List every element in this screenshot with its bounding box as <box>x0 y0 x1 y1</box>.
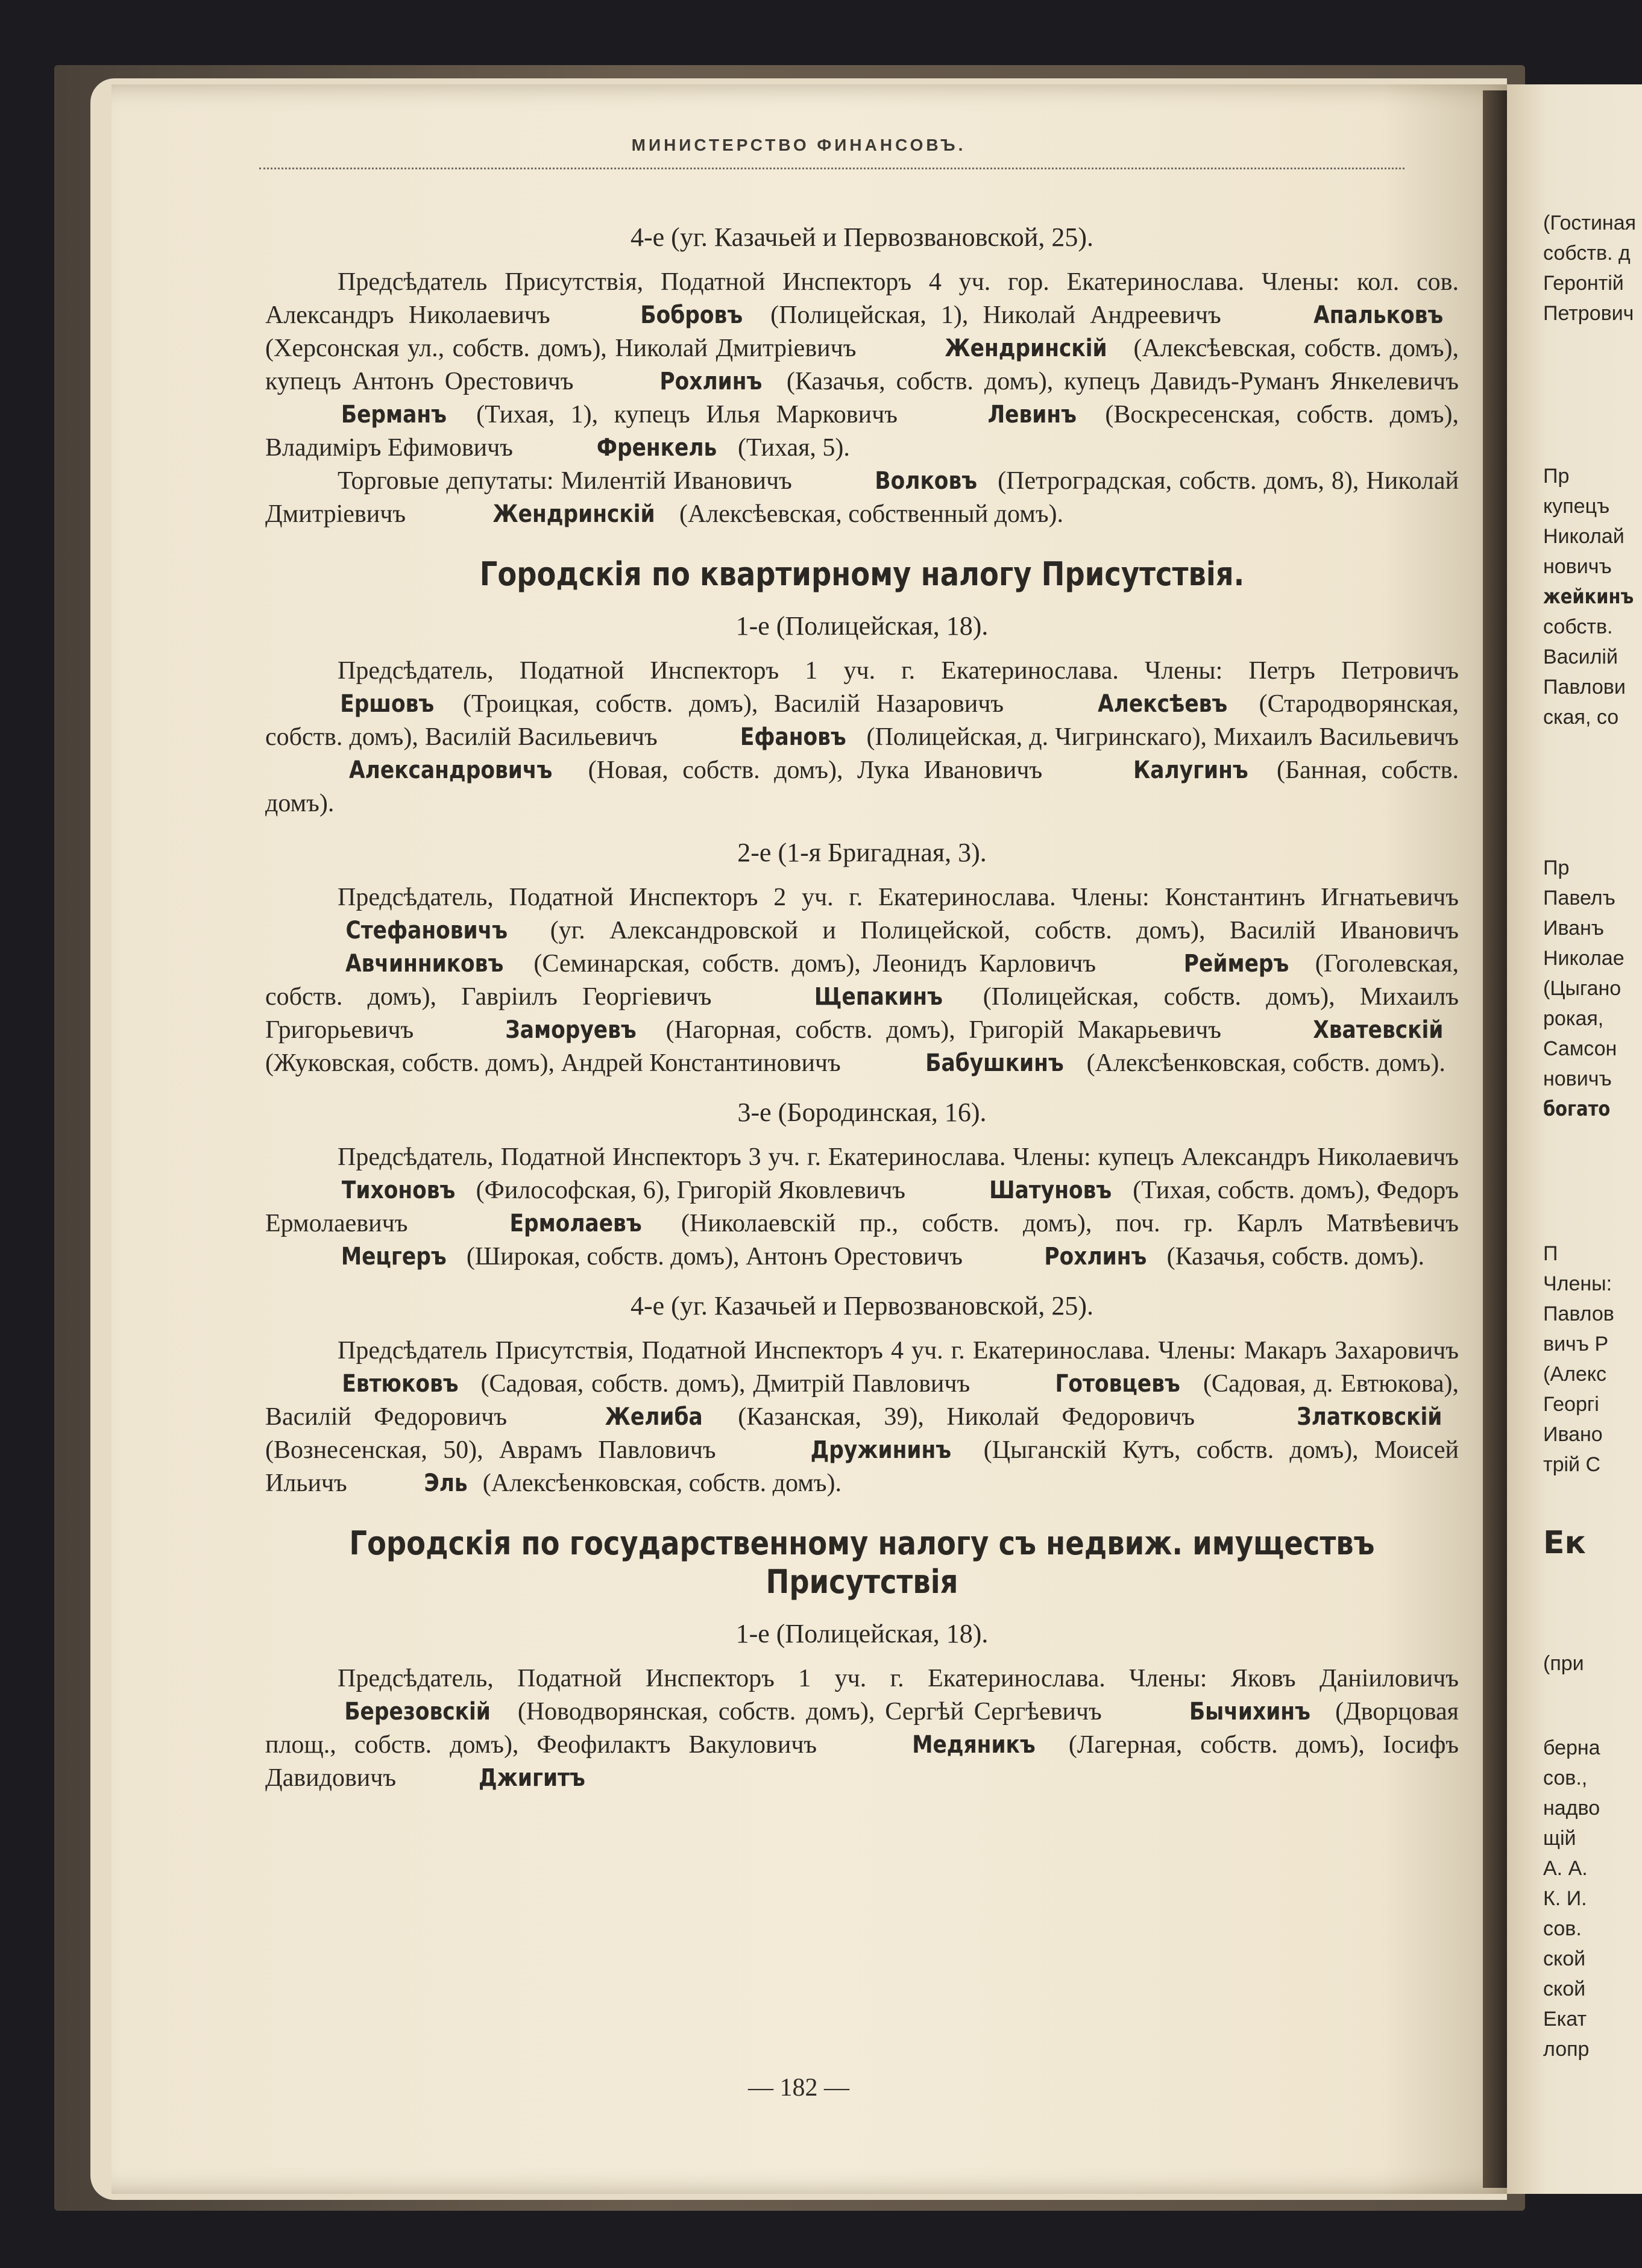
surname: Рохлинъ <box>1044 1243 1147 1271</box>
facing-page-line: Павлов <box>1543 1302 1614 1325</box>
facing-page-line: Самсон <box>1543 1037 1617 1060</box>
facing-page-line: А. А. <box>1543 1857 1588 1880</box>
subsection-heading: 4-е (уг. Казачьей и Первозвановской, 25). <box>630 222 1093 252</box>
facing-page-line: Павлови <box>1543 676 1626 699</box>
facing-page-line: лопр <box>1543 2038 1590 2061</box>
facing-page-line: Петрович <box>1543 302 1634 325</box>
facing-page-line: П <box>1543 1242 1558 1265</box>
surname: Ершовъ <box>340 690 435 718</box>
surname: Реймеръ <box>1184 950 1289 978</box>
surname: Бычихинъ <box>1189 1698 1310 1726</box>
facing-page-line: ской <box>1543 1977 1586 2000</box>
page-number: — 182 — <box>748 2074 849 2102</box>
surname: Апальковъ <box>1313 301 1444 329</box>
surname: Златковскій <box>1296 1403 1442 1431</box>
facing-page-line: трій С <box>1543 1453 1601 1476</box>
facing-page-line: ская, со <box>1543 706 1619 729</box>
paragraph: Предсѣдатель, Податной Инспекторъ 1 уч. г. Екатеринослава. Члены: Яковъ Даніиловичъ Березовскій (Новодворянская, собств. домъ), Сергѣй Сергѣевичъ Бычихинъ (Дворцовая площ., собств. домъ), Феофилактъ Вакуловичъ Медяникъ (Лагерная, собств. домъ), Іосифъ Давидовичъ Джигитъ <box>265 1662 1459 1795</box>
surname: Алексѣевъ <box>1097 690 1228 718</box>
surname: Шатуновъ <box>989 1176 1112 1204</box>
surname: Ермолаевъ <box>509 1210 642 1237</box>
subsection-heading: 2-е (1-я Бригадная, 3). <box>737 838 987 867</box>
header-rule <box>259 168 1405 169</box>
surname: Дружининъ <box>810 1436 952 1464</box>
facing-page-line: надво <box>1543 1797 1600 1820</box>
facing-page-line: берна <box>1543 1736 1600 1759</box>
facing-page-line: новичъ <box>1543 555 1612 578</box>
facing-page-line: собств. д <box>1543 242 1631 265</box>
facing-page-line: Члены: <box>1543 1272 1612 1295</box>
surname: Ефановъ <box>740 723 846 751</box>
facing-page-line: К. И. <box>1543 1887 1587 1910</box>
facing-page-line: собств. <box>1543 615 1613 638</box>
surname: Тихоновъ <box>341 1176 456 1204</box>
facing-page-line: купецъ <box>1543 495 1610 518</box>
facing-page-line: Василій <box>1543 646 1618 668</box>
facing-page-line: новичъ <box>1543 1067 1612 1090</box>
facing-page-line: Геронтій <box>1543 272 1624 295</box>
facing-page-line: сов., <box>1543 1767 1588 1789</box>
paragraph: Торговые депутаты: Милентій Ивановичъ Волковъ (Петроградская, собств. домъ, 8), Николай Дмитріевичъ Жендринскій (Алексѣевская, собственный домъ). <box>265 465 1459 531</box>
page-body <box>265 205 1459 1795</box>
surname: Жендринскій <box>492 500 655 528</box>
surname: Френкель <box>596 434 717 462</box>
facing-page-line: (Алекс <box>1543 1363 1607 1386</box>
facing-page-line: (при <box>1543 1652 1584 1675</box>
running-head: МИНИСТЕРСТВО ФИНАНСОВЪ. <box>631 136 966 154</box>
surname: Бабушкинъ <box>925 1049 1065 1077</box>
surname: Эль <box>424 1469 468 1497</box>
surname: Волковъ <box>875 467 977 495</box>
surname: Бобровъ <box>640 301 743 329</box>
surname: Щепакинъ <box>814 983 943 1011</box>
paragraph: Предсѣдатель, Податной Инспекторъ 1 уч. г. Екатеринослава. Члены: Петръ Петровичъ Ершовъ (Троицкая, собств. домъ), Василій Назаровичъ Алексѣевъ (Стародворянская, собств. домъ), Василій Васильевичъ Ефановъ (Полицейская, д. Чигринскаго), Михаилъ Васильевичъ Александровичъ (Новая, собств. домъ), Лука Ивановичъ Калугинъ (Банная, собств. домъ). <box>265 657 1459 817</box>
facing-page-line: щій <box>1543 1827 1576 1850</box>
facing-page-line: Ивано <box>1543 1423 1603 1446</box>
surname: Готовцевъ <box>1055 1370 1180 1398</box>
facing-page-line: Ек <box>1543 1525 1586 1561</box>
facing-page-line: (Гостиная <box>1543 212 1637 234</box>
surname: Евтюковъ <box>342 1370 459 1398</box>
facing-page-line: Павелъ <box>1543 887 1615 909</box>
paragraph: Предсѣдатель, Податной Инспекторъ 2 уч. г. Екатеринослава. Члены: Константинъ Игнатьевичъ Стефановичъ (уг. Александровской и Полицейской, собств. домъ), Василій Ивановичъ Авчинниковъ (Семинарская, собств. домъ), Леонидъ Карловичъ Реймеръ (Гоголевская, собств. домъ), Гавріилъ Георгіевичъ Щепакинъ (Полицейская, собств. домъ), Михаилъ Григорьевичъ Заморуевъ (Нагорная, собств. домъ), Григорій Макарьевичъ Хватевскій (Жуковская, собств. домъ), Андрей Константиновичъ Бабушкинъ (Алексѣенковская, собств. домъ). <box>265 881 1459 1080</box>
subsection-heading: 1-е (Полицейская, 18). <box>735 1619 989 1648</box>
surname: Желиба <box>605 1403 703 1431</box>
facing-page-line: Екат <box>1543 2008 1587 2031</box>
facing-page-line: Пр <box>1543 465 1570 488</box>
surname: Мецгеръ <box>341 1243 447 1271</box>
facing-page-line: ской <box>1543 1947 1586 1970</box>
facing-page-line: Николае <box>1543 947 1625 970</box>
section-heading: Городскія по квартирному налогу Присутствія. <box>479 555 1245 593</box>
paragraph: Предсѣдатель Присутствія, Податной Инспекторъ 4 уч. г. Екатеринослава. Члены: Макаръ Захаровичъ Евтюковъ (Садовая, собств. домъ), Дмитрій Павловичъ Готовцевъ (Садовая, д. Евтюкова), Василій Федоровичъ Желиба (Казанская, 39), Николай Федоровичъ Златковскій (Вознесенская, 50), Аврамъ Павловичъ Дружининъ (Цыганскій Кутъ, собств. домъ), Моисей Ильичъ Эль (Алексѣенковская, собств. домъ). <box>265 1334 1459 1500</box>
facing-page-line: Пр <box>1543 856 1570 879</box>
facing-page-line: жейкинъ <box>1543 585 1634 609</box>
facing-page-line: Иванъ <box>1543 917 1605 940</box>
section-heading: Городскія по государственному налогу съ недвиж. имуществъ Присутствія <box>349 1524 1375 1601</box>
surname: Березовскій <box>344 1698 491 1726</box>
surname: Медяникъ <box>912 1731 1036 1759</box>
facing-page-line: Николай <box>1543 525 1625 548</box>
surname: Рохлинъ <box>659 368 763 395</box>
facing-page-line: сов. <box>1543 1917 1582 1940</box>
surname: Хватевскій <box>1312 1016 1444 1044</box>
surname: Авчинниковъ <box>345 950 504 978</box>
surname: Жендринскій <box>945 335 1107 362</box>
subsection-heading: 4-е (уг. Казачьей и Первозвановской, 25). <box>630 1291 1093 1321</box>
surname: Заморуевъ <box>505 1016 637 1044</box>
paragraph: Предсѣдатель Присутствія, Податной Инспекторъ 4 уч. гор. Екатеринослава. Члены: кол. сов. Александръ Николаевичъ Бобровъ (Полицейская, 1), Николай Андреевичъ Апальковъ (Херсонская ул., собств. домъ), Николай Дмитріевичъ Жендринскій (Алексѣевская, собств. домъ), купецъ Антонъ Орестовичъ Рохлинъ (Казачья, собств. домъ), купецъ Давидъ-Руманъ Янкелевичъ Берманъ (Тихая, 1), купецъ Илья Марковичъ Левинъ (Воскресенская, собств. домъ), Владиміръ Ефимовичъ Френкель (Тихая, 5). <box>265 266 1459 465</box>
subsection-heading: 3-е (Бородинская, 16). <box>737 1098 987 1127</box>
surname: Левинъ <box>988 401 1077 429</box>
subsection-heading: 1-е (Полицейская, 18). <box>735 611 989 641</box>
facing-page-line: (Цыгано <box>1543 977 1622 1000</box>
surname: Джигитъ <box>478 1764 585 1792</box>
facing-page-line: Георгі <box>1543 1393 1599 1416</box>
surname: Александровичъ <box>349 756 553 784</box>
surname: Берманъ <box>341 401 447 429</box>
surname: Калугинъ <box>1133 756 1248 784</box>
right-page <box>1507 84 1642 2194</box>
facing-page-line: рокая, <box>1543 1007 1604 1030</box>
paragraph: Предсѣдатель, Податной Инспекторъ 3 уч. г. Екатеринослава. Члены: купецъ Александръ Николаевичъ Тихоновъ (Философская, 6), Григорій Яковлевичъ Шатуновъ (Тихая, собств. домъ), Федоръ Ермолаевичъ Ермолаевъ (Николаевскій пр., собств. домъ), поч. гр. Карлъ Матвѣевичъ Мецгеръ (Широкая, собств. домъ), Антонъ Орестовичъ Рохлинъ (Казачья, собств. домъ). <box>265 1141 1459 1274</box>
surname: Стефановичъ <box>345 917 508 944</box>
facing-page-line: вичъ Р <box>1543 1333 1609 1355</box>
facing-page-line: богато <box>1543 1097 1611 1121</box>
